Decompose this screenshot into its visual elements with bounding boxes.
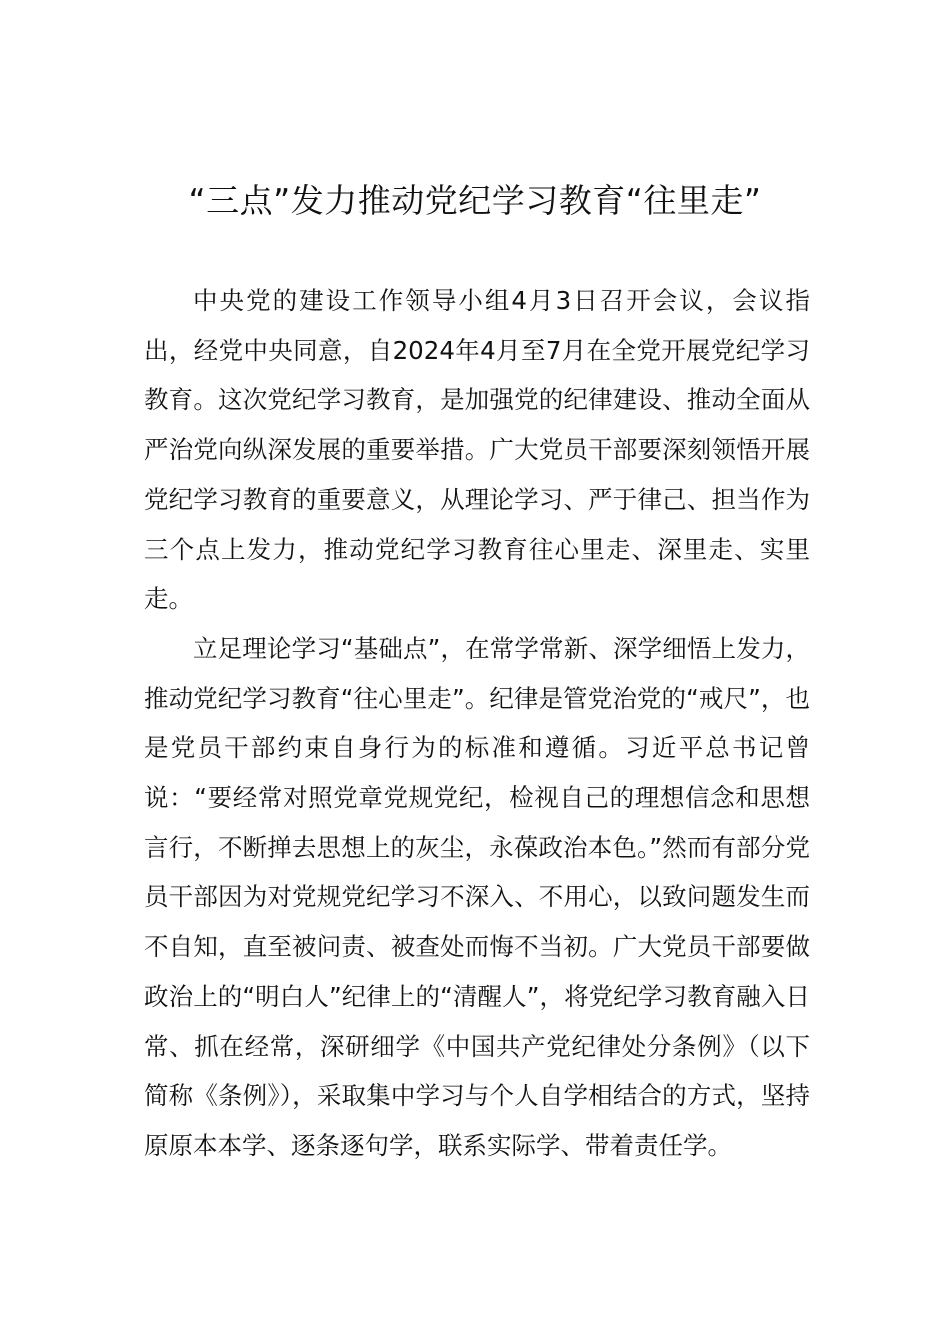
- paragraph-theory-study: 立足理论学习“基础点”，在常学常新、深学细悟上发力，推动党纪学习教育“往心里走”。纪律是管党治党的“戒尺”，也是党员干部约束自身行为的标准和遵循。习近平总书记曾说：“要经常对照党章党规党纪，检视自己的理想信念和思想言行，不断掸去思想上的灰尘，永葆政治本色。”然而有部分党员干部因为对党规党纪学习不深入、不用心，以致问题发生而不自知，直至被问责、被查处而悔不当初。广大党员干部要做政治上的“明白人”纪律上的“清醒人”，将党纪学习教育融入日常、抓在经常，深研细学《中国共产党纪律处分条例》（以下简称《条例》），采取集中学习与个人自学相结合的方式，坚持原原本本学、逐条逐句学，联系实际学、带着责任学。: [144, 633, 810, 1160]
- document-title: “三点”发力推动党纪学习教育“往里走”: [188, 181, 762, 220]
- paragraph-intro: 中央党的建设工作领导小组4月3日召开会议，会议指出，经党中央同意，自2024年4月至7月在全党开展党纪学习教育。这次党纪学习教育，是加强党的纪律建设、推动全面从严治党向纵深发展的重要举措。广大党员干部要深刻领悟开展党纪学习教育的重要意义，从理论学习、严于律己、担当作为三个点上发力，推动党纪学习教育往心里走、深里走、实里走。: [144, 286, 810, 614]
- document-body: [144, 276, 810, 1171]
